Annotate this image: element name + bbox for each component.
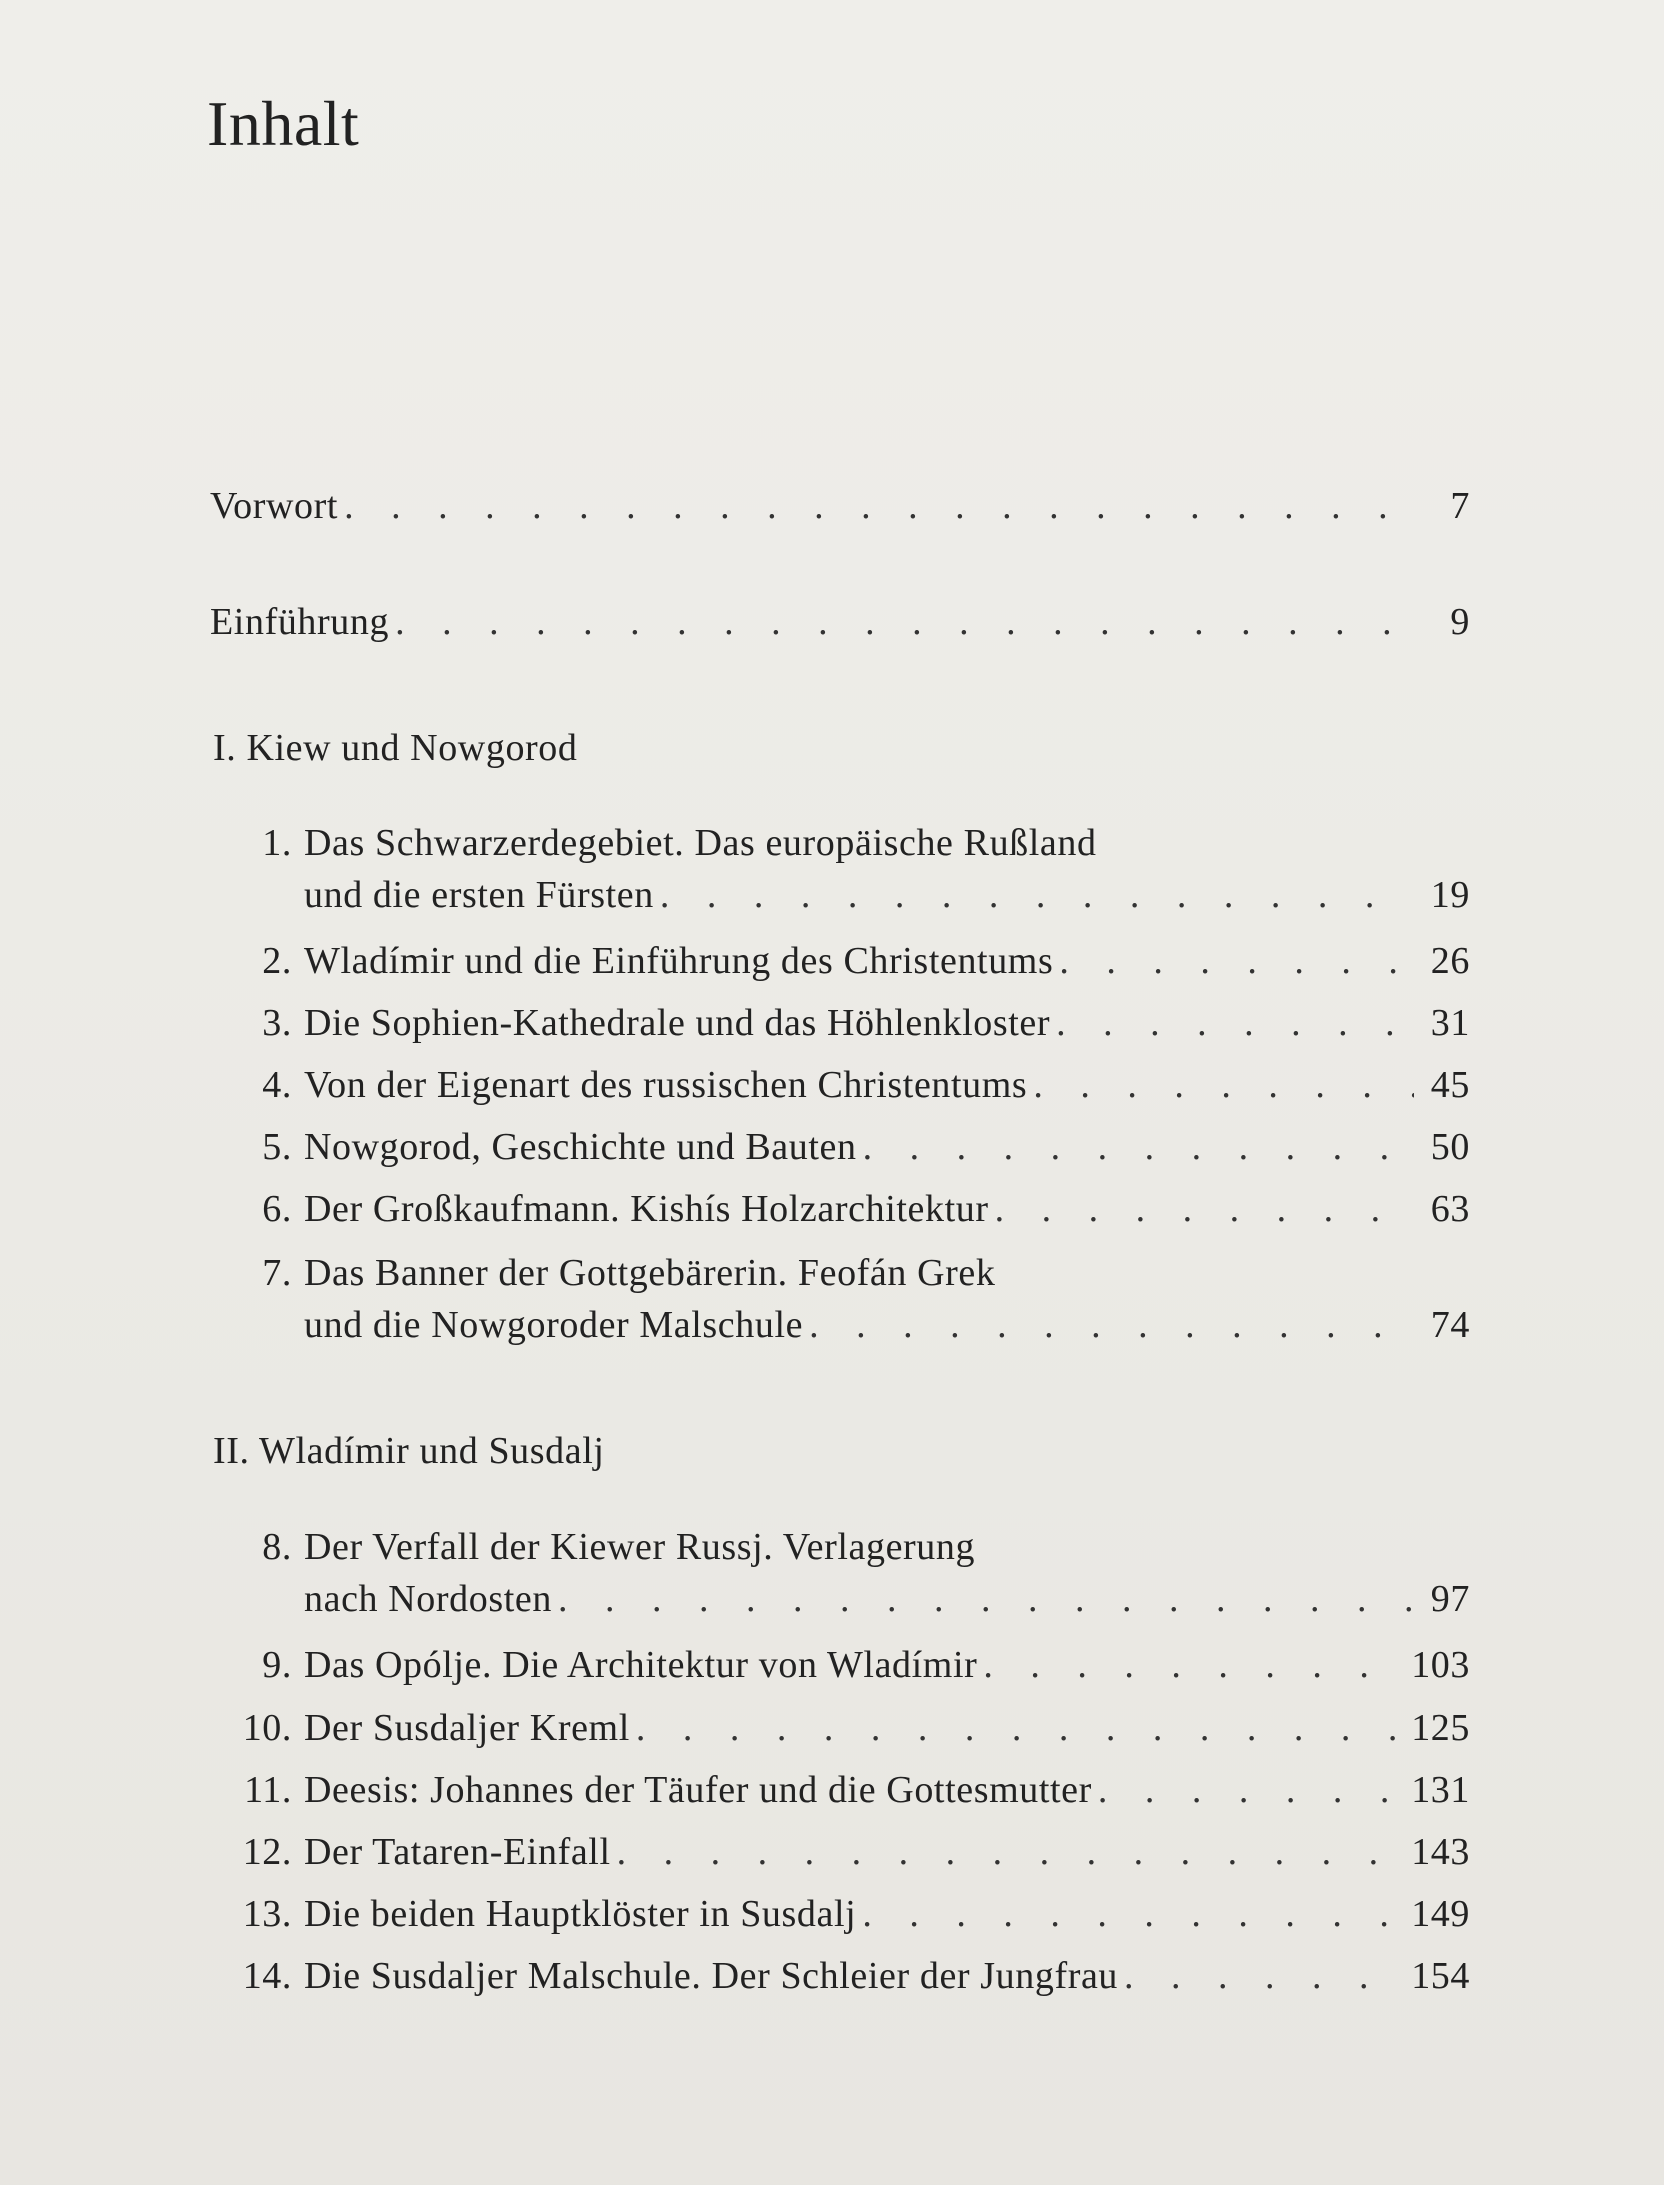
item-title-line-1: Das Schwarzerdegebiet. Das europäische Rußland — [304, 822, 1097, 864]
toc-item-13[interactable] — [210, 1895, 1470, 1957]
item-number: 8. — [262, 1526, 292, 1568]
toc-item-9[interactable] — [210, 1646, 1470, 1708]
section-heading-1: I. Kiew und Nowgorod — [213, 727, 578, 769]
item-number: 5. — [262, 1126, 292, 1168]
toc-item-7[interactable] — [210, 1254, 1470, 1368]
toc-item-10[interactable] — [210, 1709, 1470, 1771]
dot-leader — [862, 1895, 1405, 1933]
toc-item-12[interactable] — [210, 1833, 1470, 1895]
toc-page-number: 19 — [1430, 874, 1470, 916]
dot-leader — [1056, 1004, 1414, 1042]
toc-entry-vorwort[interactable] — [210, 487, 1470, 549]
dot-leader — [344, 487, 1414, 525]
dot-leader — [1033, 1066, 1414, 1104]
toc-item-14[interactable] — [210, 1957, 1470, 2019]
item-title: Das Opólje. Die Architektur von Wladímir — [304, 1644, 978, 1686]
toc-entry-einfuehrung[interactable] — [210, 603, 1470, 665]
item-number: 6. — [262, 1188, 292, 1230]
toc-page-number: 7 — [1450, 485, 1470, 527]
item-number: 10. — [242, 1707, 292, 1749]
dot-leader — [1124, 1957, 1405, 1995]
toc-page-number: 26 — [1430, 940, 1470, 982]
item-title: Der Großkaufmann. Kishís Holzarchitektur — [304, 1188, 989, 1230]
item-number: 2. — [262, 940, 292, 982]
item-title: Der Tataren-Einfall — [304, 1831, 611, 1873]
item-number: 11. — [244, 1769, 292, 1811]
dot-leader — [660, 876, 1414, 914]
toc-page-number: 103 — [1411, 1644, 1470, 1686]
item-title: Deesis: Johannes der Täufer und die Gottesmutter — [304, 1769, 1092, 1811]
toc-page-number: 74 — [1430, 1304, 1470, 1346]
section-heading-2: II. Wladímir und Susdalj — [213, 1430, 605, 1472]
toc-page-number: 97 — [1430, 1578, 1470, 1620]
item-title: Wladímir und die Einführung des Christentums — [304, 940, 1054, 982]
toc-item-1[interactable] — [210, 824, 1470, 938]
item-title-line-2: und die Nowgoroder Malschule — [304, 1304, 804, 1346]
item-title-line-2: und die ersten Fürsten — [304, 874, 654, 916]
dot-leader — [809, 1306, 1414, 1344]
dot-leader — [558, 1580, 1414, 1618]
dot-leader — [863, 1128, 1414, 1166]
dot-leader — [995, 1190, 1414, 1228]
toc-item-11[interactable] — [210, 1771, 1470, 1833]
item-title-line-2: nach Nordosten — [304, 1578, 552, 1620]
dot-leader — [1098, 1771, 1405, 1809]
toc-page-number: 63 — [1430, 1188, 1470, 1230]
item-title: Die Sophien-Kathedrale und das Höhlenkloster — [304, 1002, 1051, 1044]
item-number: 12. — [242, 1831, 292, 1873]
item-number: 14. — [242, 1955, 292, 1997]
item-title-line-1: Das Banner der Gottgebärerin. Feofán Grek — [304, 1252, 996, 1294]
item-title: Der Susdaljer Kreml — [304, 1707, 630, 1749]
toc-entry-label: Einführung — [210, 601, 390, 643]
item-title: Die beiden Hauptklöster in Susdalj — [304, 1893, 857, 1935]
toc-page-number: 149 — [1411, 1893, 1470, 1935]
dot-leader — [636, 1709, 1405, 1747]
item-number: 7. — [262, 1252, 292, 1294]
item-title: Von der Eigenart des russischen Christentums — [304, 1064, 1028, 1106]
toc-page-number: 154 — [1411, 1955, 1470, 1997]
dot-leader — [617, 1833, 1406, 1871]
toc-item-2[interactable] — [210, 942, 1470, 1004]
toc-page-number: 9 — [1450, 601, 1470, 643]
item-number: 4. — [262, 1064, 292, 1106]
toc-entry-label: Vorwort — [210, 485, 339, 527]
item-number: 1. — [262, 822, 292, 864]
item-title: Die Susdaljer Malschule. Der Schleier der Jungfrau — [304, 1955, 1119, 1997]
toc-page-number: 131 — [1411, 1769, 1470, 1811]
toc-page-number: 50 — [1430, 1126, 1470, 1168]
toc-item-5[interactable] — [210, 1128, 1470, 1190]
toc-page-number: 31 — [1430, 1002, 1470, 1044]
toc-item-3[interactable] — [210, 1004, 1470, 1066]
toc-item-6[interactable] — [210, 1190, 1470, 1252]
page-title: Inhalt — [207, 88, 360, 159]
toc-item-8[interactable] — [210, 1528, 1470, 1642]
item-title: Nowgorod, Geschichte und Bauten — [304, 1126, 857, 1168]
dot-leader — [395, 603, 1414, 641]
item-title-line-1: Der Verfall der Kiewer Russj. Verlagerung — [304, 1526, 976, 1568]
toc-item-4[interactable] — [210, 1066, 1470, 1128]
toc-page-number: 45 — [1430, 1064, 1470, 1106]
toc-page-number: 143 — [1411, 1831, 1470, 1873]
toc-page-number: 125 — [1411, 1707, 1470, 1749]
dot-leader — [1059, 942, 1414, 980]
item-number: 13. — [242, 1893, 292, 1935]
item-number: 9. — [262, 1644, 292, 1686]
dot-leader — [983, 1646, 1405, 1684]
item-number: 3. — [262, 1002, 292, 1044]
